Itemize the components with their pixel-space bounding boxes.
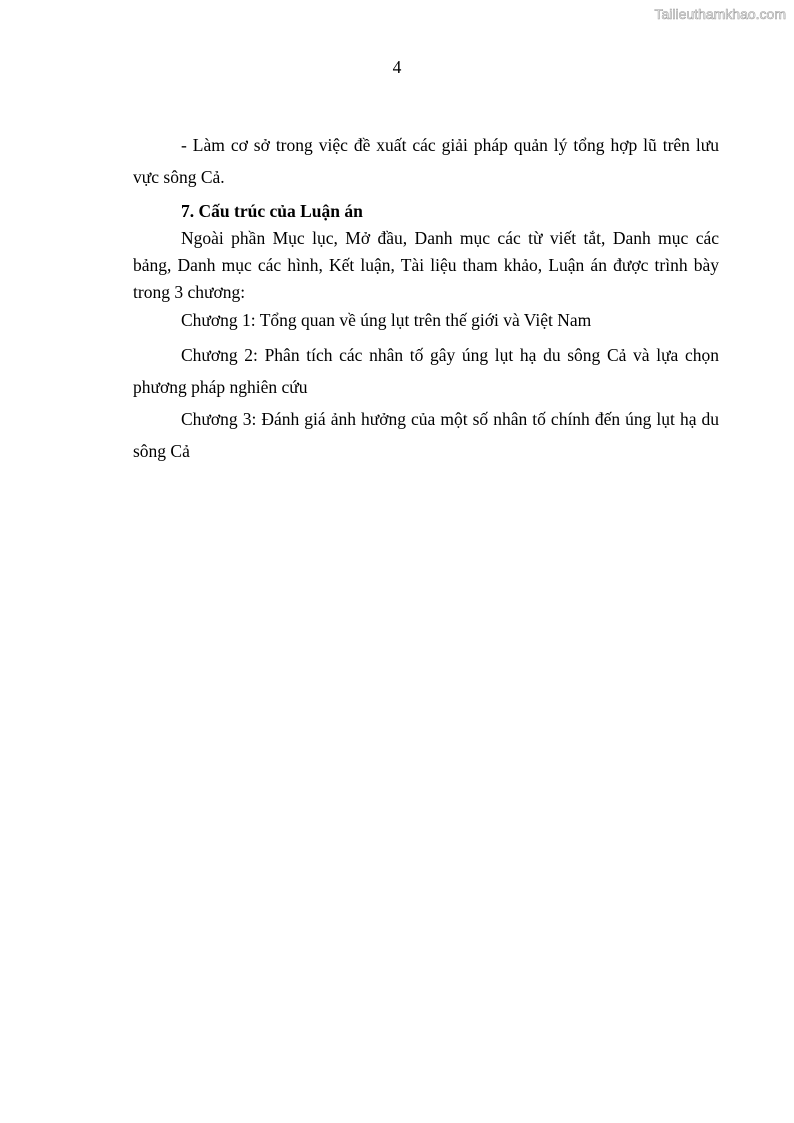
watermark: Tailieuthamkhao.com [654,6,786,22]
paragraph-purpose: - Làm cơ sở trong việc đề xuất các giải pháp quản lý tổng hợp lũ trên lưu vực sông Cả. [133,135,719,187]
page-number: 4 [392,57,402,77]
paragraph-structure: Ngoài phần Mục lục, Mở đầu, Danh mục các từ viết tắt, Danh mục các bảng, Danh mục các hình, Kết luận, Tài liệu tham khảo, Luận án được trình bày trong 3 chương: [133,228,719,302]
section-heading: 7. Cấu trúc của Luận án [181,201,363,221]
chapter-2: Chương 2: Phân tích các nhân tố gây úng lụt hạ du sông Cả và lựa chọn phương pháp nghiên cứu [133,345,719,397]
chapter-3: Chương 3: Đánh giá ảnh hưởng của một số nhân tố chính đến úng lụt hạ du sông Cả [133,409,719,461]
chapter-1: Chương 1: Tổng quan về úng lụt trên thế giới và Việt Nam [181,310,592,330]
